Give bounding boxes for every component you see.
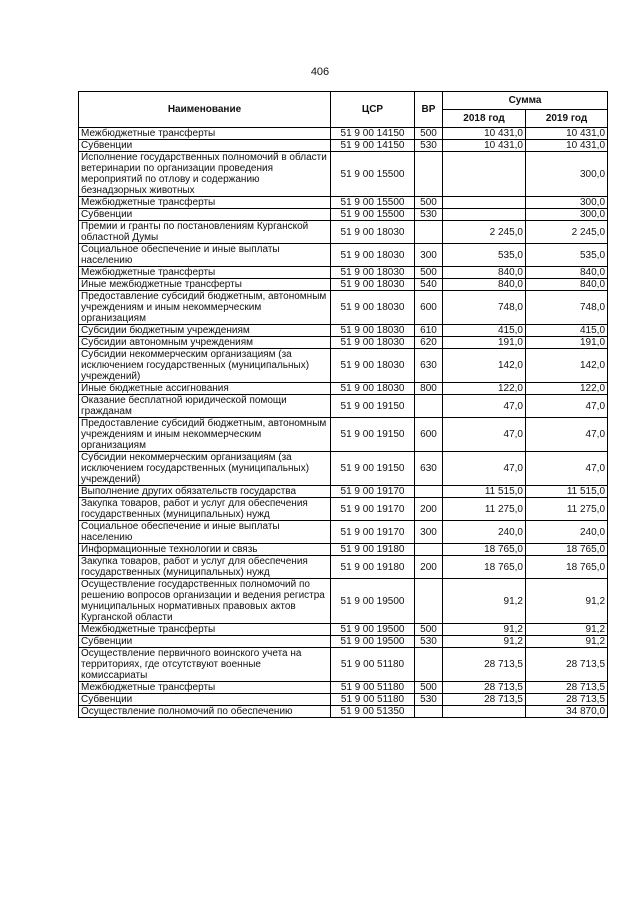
- row-sum-2019: 18 765,0: [526, 556, 608, 579]
- row-sum-2018: 840,0: [443, 279, 526, 291]
- row-sum-2019: 91,2: [526, 624, 608, 636]
- row-vr: 620: [415, 337, 443, 349]
- row-vr: [415, 395, 443, 418]
- header-year-2019: 2019 год: [526, 110, 608, 128]
- row-sum-2019: 28 713,5: [526, 682, 608, 694]
- row-name: Субвенции: [79, 140, 331, 152]
- table-row: [79, 544, 608, 556]
- table-row: [79, 221, 608, 244]
- row-sum-2018: [443, 706, 526, 718]
- row-sum-2018: 10 431,0: [443, 140, 526, 152]
- table-row: [79, 349, 608, 383]
- row-csr: 51 9 00 18030: [331, 383, 415, 395]
- row-sum-2019: 300,0: [526, 197, 608, 209]
- row-vr: [415, 648, 443, 682]
- row-sum-2019: 748,0: [526, 291, 608, 325]
- row-sum-2019: 91,2: [526, 579, 608, 624]
- row-name: Социальное обеспечение и иные выплаты населению: [79, 244, 331, 267]
- row-sum-2019: 2 245,0: [526, 221, 608, 244]
- row-name: Предоставление субсидий бюджетным, автономным учреждениям и иным некоммерческим организациям: [79, 291, 331, 325]
- table-header: [79, 92, 608, 128]
- row-name: Межбюджетные трансферты: [79, 197, 331, 209]
- row-vr: 500: [415, 267, 443, 279]
- row-name: Осуществление первичного воинского учета на территориях, где отсутствуют военные комиссариаты: [79, 648, 331, 682]
- row-vr: 500: [415, 197, 443, 209]
- row-csr: 51 9 00 18030: [331, 337, 415, 349]
- table-row: [79, 579, 608, 624]
- page-number: 406: [310, 66, 330, 78]
- row-sum-2018: 240,0: [443, 521, 526, 544]
- row-name: Предоставление субсидий бюджетным, автономным учреждениям и иным некоммерческим организациям: [79, 418, 331, 452]
- row-vr: [415, 579, 443, 624]
- header-sum: Сумма: [443, 92, 608, 110]
- row-vr: 600: [415, 291, 443, 325]
- row-sum-2018: 28 713,5: [443, 682, 526, 694]
- row-vr: 500: [415, 624, 443, 636]
- row-vr: 500: [415, 128, 443, 140]
- row-sum-2018: 47,0: [443, 395, 526, 418]
- row-sum-2018: 142,0: [443, 349, 526, 383]
- row-sum-2018: 122,0: [443, 383, 526, 395]
- row-vr: 530: [415, 694, 443, 706]
- row-vr: 200: [415, 498, 443, 521]
- row-csr: 51 9 00 19150: [331, 395, 415, 418]
- row-name: Осуществление государственных полномочий по решению вопросов организации и ведения регистра муниципальных нормативных правовых актов Курганской области: [79, 579, 331, 624]
- row-sum-2019: 535,0: [526, 244, 608, 267]
- row-sum-2019: 47,0: [526, 395, 608, 418]
- row-sum-2018: 10 431,0: [443, 128, 526, 140]
- row-csr: 51 9 00 19500: [331, 579, 415, 624]
- row-sum-2019: 10 431,0: [526, 140, 608, 152]
- row-vr: [415, 221, 443, 244]
- row-name: Иные бюджетные ассигнования: [79, 383, 331, 395]
- row-sum-2019: 11 515,0: [526, 486, 608, 498]
- row-name: Оказание бесплатной юридической помощи гражданам: [79, 395, 331, 418]
- table-row: [79, 498, 608, 521]
- row-vr: [415, 152, 443, 197]
- row-sum-2019: 34 870,0: [526, 706, 608, 718]
- row-csr: 51 9 00 18030: [331, 349, 415, 383]
- row-vr: 540: [415, 279, 443, 291]
- header-csr: ЦСР: [331, 92, 415, 128]
- table-body: [79, 128, 608, 718]
- row-sum-2019: 142,0: [526, 349, 608, 383]
- row-name: Межбюджетные трансферты: [79, 267, 331, 279]
- row-sum-2018: 11 275,0: [443, 498, 526, 521]
- table-row: [79, 706, 608, 718]
- table-row: [79, 128, 608, 140]
- row-name: Иные межбюджетные трансферты: [79, 279, 331, 291]
- row-sum-2019: 47,0: [526, 452, 608, 486]
- row-csr: 51 9 00 15500: [331, 209, 415, 221]
- row-csr: 51 9 00 51180: [331, 682, 415, 694]
- table-row: [79, 624, 608, 636]
- row-vr: [415, 544, 443, 556]
- row-name: Осуществление полномочий по обеспечению: [79, 706, 331, 718]
- row-name: Закупка товаров, работ и услуг для обеспечения государственных (муниципальных) нужд: [79, 498, 331, 521]
- row-sum-2019: 840,0: [526, 267, 608, 279]
- table-row: [79, 395, 608, 418]
- row-name: Субсидии бюджетным учреждениям: [79, 325, 331, 337]
- row-name: Информационные технологии и связь: [79, 544, 331, 556]
- table-row: [79, 418, 608, 452]
- table-row: [79, 291, 608, 325]
- row-sum-2018: 2 245,0: [443, 221, 526, 244]
- table-row: [79, 648, 608, 682]
- row-vr: 530: [415, 636, 443, 648]
- row-csr: 51 9 00 19500: [331, 636, 415, 648]
- row-sum-2019: 240,0: [526, 521, 608, 544]
- row-sum-2019: 840,0: [526, 279, 608, 291]
- row-vr: 610: [415, 325, 443, 337]
- row-name: Межбюджетные трансферты: [79, 682, 331, 694]
- row-vr: 530: [415, 209, 443, 221]
- row-sum-2019: 10 431,0: [526, 128, 608, 140]
- header-vr: ВР: [415, 92, 443, 128]
- row-csr: 51 9 00 18030: [331, 279, 415, 291]
- table-row: [79, 325, 608, 337]
- row-csr: 51 9 00 18030: [331, 267, 415, 279]
- row-name: Закупка товаров, работ и услуг для обеспечения государственных (муниципальных) нужд: [79, 556, 331, 579]
- row-name: Межбюджетные трансферты: [79, 624, 331, 636]
- row-sum-2018: 11 515,0: [443, 486, 526, 498]
- row-sum-2018: 28 713,5: [443, 694, 526, 706]
- row-csr: 51 9 00 14150: [331, 128, 415, 140]
- row-csr: 51 9 00 15500: [331, 152, 415, 197]
- row-csr: 51 9 00 18030: [331, 291, 415, 325]
- row-sum-2018: 28 713,5: [443, 648, 526, 682]
- table-row: [79, 556, 608, 579]
- row-sum-2018: [443, 152, 526, 197]
- row-sum-2019: 11 275,0: [526, 498, 608, 521]
- row-sum-2018: 91,2: [443, 636, 526, 648]
- row-sum-2019: 47,0: [526, 418, 608, 452]
- table-row: [79, 452, 608, 486]
- row-sum-2019: 91,2: [526, 636, 608, 648]
- row-vr: [415, 486, 443, 498]
- table-row: [79, 279, 608, 291]
- row-sum-2018: 18 765,0: [443, 544, 526, 556]
- row-csr: 51 9 00 51180: [331, 648, 415, 682]
- row-vr: 200: [415, 556, 443, 579]
- row-csr: 51 9 00 19170: [331, 486, 415, 498]
- row-vr: 630: [415, 349, 443, 383]
- row-vr: 500: [415, 682, 443, 694]
- header-name: Наименование: [79, 92, 331, 128]
- table-row: [79, 209, 608, 221]
- row-name: Субсидии некоммерческим организациям (за исключением государственных (муниципальных) учреждений): [79, 349, 331, 383]
- row-name: Субсидии автономным учреждениям: [79, 337, 331, 349]
- header-year-2018: 2018 год: [443, 110, 526, 128]
- row-csr: 51 9 00 51350: [331, 706, 415, 718]
- table-row: [79, 521, 608, 544]
- row-vr: 630: [415, 452, 443, 486]
- row-csr: 51 9 00 18030: [331, 221, 415, 244]
- row-vr: 800: [415, 383, 443, 395]
- table-row: [79, 152, 608, 197]
- row-csr: 51 9 00 15500: [331, 197, 415, 209]
- row-csr: 51 9 00 14150: [331, 140, 415, 152]
- row-vr: 300: [415, 244, 443, 267]
- table-row: [79, 244, 608, 267]
- row-sum-2018: 47,0: [443, 418, 526, 452]
- row-csr: 51 9 00 19500: [331, 624, 415, 636]
- row-sum-2019: 415,0: [526, 325, 608, 337]
- row-csr: 51 9 00 19150: [331, 418, 415, 452]
- row-name: Субсидии некоммерческим организациям (за исключением государственных (муниципальных) учреждений): [79, 452, 331, 486]
- row-csr: 51 9 00 19170: [331, 521, 415, 544]
- row-name: Субвенции: [79, 209, 331, 221]
- row-vr: 530: [415, 140, 443, 152]
- row-sum-2018: 748,0: [443, 291, 526, 325]
- row-sum-2018: 91,2: [443, 624, 526, 636]
- table-row: [79, 197, 608, 209]
- row-sum-2018: 18 765,0: [443, 556, 526, 579]
- row-sum-2019: 28 713,5: [526, 694, 608, 706]
- row-csr: 51 9 00 19180: [331, 544, 415, 556]
- row-vr: 600: [415, 418, 443, 452]
- row-sum-2018: 91,2: [443, 579, 526, 624]
- table-row: [79, 682, 608, 694]
- row-sum-2019: 191,0: [526, 337, 608, 349]
- row-sum-2018: 47,0: [443, 452, 526, 486]
- row-name: Субвенции: [79, 636, 331, 648]
- row-vr: [415, 706, 443, 718]
- row-sum-2018: 191,0: [443, 337, 526, 349]
- row-name: Межбюджетные трансферты: [79, 128, 331, 140]
- row-csr: 51 9 00 18030: [331, 325, 415, 337]
- row-sum-2019: 122,0: [526, 383, 608, 395]
- table-row: [79, 140, 608, 152]
- table-row: [79, 486, 608, 498]
- row-csr: 51 9 00 19170: [331, 498, 415, 521]
- row-csr: 51 9 00 18030: [331, 244, 415, 267]
- row-sum-2018: 535,0: [443, 244, 526, 267]
- row-sum-2019: 300,0: [526, 209, 608, 221]
- row-sum-2019: 18 765,0: [526, 544, 608, 556]
- table-row: [79, 636, 608, 648]
- row-sum-2018: 840,0: [443, 267, 526, 279]
- row-name: Исполнение государственных полномочий в области ветеринарии по организации проведения мероприятий по отлову и содержанию безнадзорных животных: [79, 152, 331, 197]
- table-row: [79, 383, 608, 395]
- row-sum-2018: [443, 197, 526, 209]
- row-csr: 51 9 00 51180: [331, 694, 415, 706]
- row-sum-2019: 28 713,5: [526, 648, 608, 682]
- row-vr: 300: [415, 521, 443, 544]
- budget-table: [78, 91, 608, 718]
- row-csr: 51 9 00 19180: [331, 556, 415, 579]
- row-name: Премии и гранты по постановлениям Курганской областной Думы: [79, 221, 331, 244]
- table-row: [79, 267, 608, 279]
- row-sum-2018: 415,0: [443, 325, 526, 337]
- row-name: Выполнение других обязательств государства: [79, 486, 331, 498]
- row-csr: 51 9 00 19150: [331, 452, 415, 486]
- row-sum-2018: [443, 209, 526, 221]
- row-sum-2019: 300,0: [526, 152, 608, 197]
- row-name: Субвенции: [79, 694, 331, 706]
- table-row: [79, 694, 608, 706]
- row-name: Социальное обеспечение и иные выплаты населению: [79, 521, 331, 544]
- table-row: [79, 337, 608, 349]
